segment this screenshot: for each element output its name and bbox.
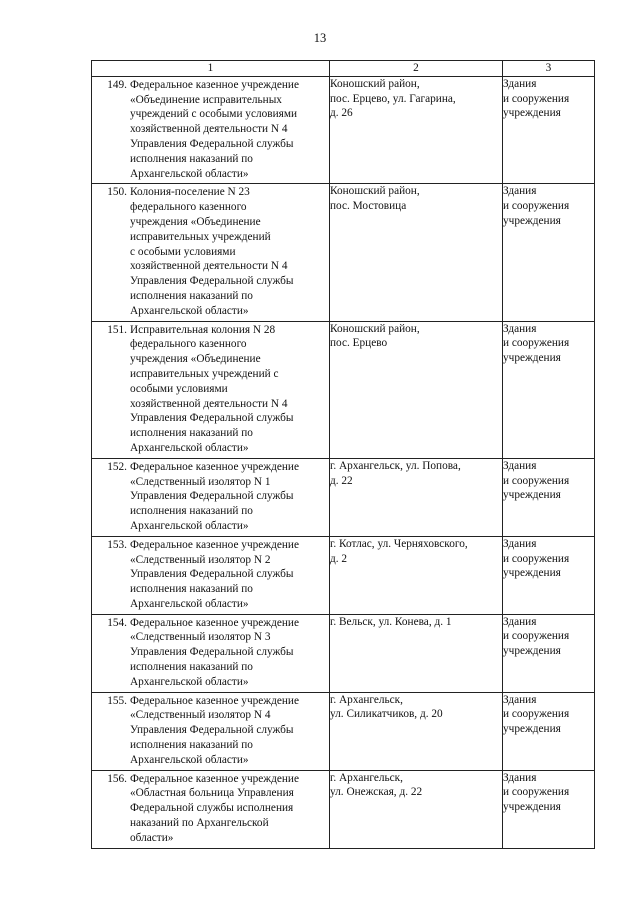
object-type-line: и сооружения: [503, 92, 570, 105]
institution-name: [130, 185, 327, 318]
institution-name-line: Управления Федеральной службы: [130, 646, 294, 659]
institution-name-line: Архангельской области»: [130, 441, 249, 454]
row-number: 156.: [107, 772, 127, 785]
object-type-line: и сооружения: [503, 200, 570, 213]
object-type-line: Здания: [503, 77, 537, 90]
object-type-line: Здания: [503, 771, 537, 784]
address-cell: [330, 770, 503, 848]
object-type-line: Здания: [503, 537, 537, 550]
row-number: 155.: [107, 694, 127, 707]
header-row: [92, 61, 595, 77]
institution-name-line: наказаний по Архангельской: [130, 817, 269, 830]
institution-name-line: с особыми условиями: [130, 245, 236, 258]
address-line: пос. Ерцево, ул. Гагарина,: [330, 92, 456, 105]
institution-name-line: исполнения наказаний по: [130, 583, 253, 596]
institution-name: [130, 616, 327, 690]
address-line: ул. Силикатчиков, д. 20: [330, 708, 443, 721]
institution-name-line: Архангельской области»: [130, 304, 249, 317]
institution-name-line: Управления Федеральной службы: [130, 137, 294, 150]
institution-name-line: «Следственный изолятор N 4: [130, 709, 271, 722]
institution-name: [130, 772, 327, 846]
object-type-line: Здания: [503, 459, 537, 472]
institution-name-line: Архангельской области»: [130, 519, 249, 532]
institution-name-line: учреждения «Объединение: [130, 353, 261, 366]
institution-name-line: Колония-поселение N 23: [130, 186, 250, 199]
institution-name-line: Управления Федеральной службы: [130, 490, 294, 503]
registry-table: [91, 60, 595, 849]
address-line: д. 26: [330, 107, 353, 120]
address-cell: [330, 692, 503, 770]
object-type-line: и сооружения: [503, 708, 570, 721]
object-type-line: Здания: [503, 185, 537, 198]
institution-name-line: учреждения «Объединение: [130, 215, 261, 228]
institution-name-line: Архангельской области»: [130, 167, 249, 180]
table-row: [92, 536, 595, 614]
column-header-2: 2: [330, 61, 503, 77]
row-number: 151.: [107, 323, 127, 336]
institution-name-line: Федеральное казенное учреждение: [130, 694, 299, 707]
address-cell: [330, 614, 503, 692]
institution-name-line: Управления Федеральной службы: [130, 724, 294, 737]
institution-name-line: Федеральной службы исполнения: [130, 802, 294, 815]
institution-name-line: Архангельской области»: [130, 753, 249, 766]
institution-name-line: «Следственный изолятор N 3: [130, 631, 271, 644]
object-type-cell: [503, 184, 595, 321]
institution-name-line: хозяйственной деятельности N 4: [130, 397, 288, 410]
object-type-cell: [503, 692, 595, 770]
column-header-3: 3: [503, 61, 595, 77]
address-cell: [330, 184, 503, 321]
institution-name-line: исполнения наказаний по: [130, 289, 253, 302]
object-type-cell: [503, 770, 595, 848]
institution-name-line: хозяйственной деятельности N 4: [130, 260, 288, 273]
page-number: 13: [313, 31, 327, 45]
institution-name-line: Федеральное казенное учреждение: [130, 772, 299, 785]
object-type-line: Здания: [503, 322, 537, 335]
institution-name-line: Федеральное казенное учреждение: [130, 78, 299, 91]
address-line: пос. Мостовица: [330, 200, 407, 213]
institution-name-line: «Областная больница Управления: [130, 787, 294, 800]
address-line: Коношский район,: [330, 185, 420, 198]
object-type-line: Здания: [503, 615, 537, 628]
institution-name-line: исполнения наказаний по: [130, 739, 253, 752]
object-type-line: учреждения: [503, 567, 561, 580]
address-line: д. 2: [330, 552, 348, 565]
institution-name-line: исполнения наказаний по: [130, 505, 253, 518]
institution-name: [130, 323, 327, 456]
institution-name: [130, 460, 327, 534]
table-row: [92, 76, 595, 184]
institution-name-line: Управления Федеральной службы: [130, 412, 294, 425]
institution-name-line: Архангельской области»: [130, 675, 249, 688]
address-line: ул. Онежская, д. 22: [330, 786, 423, 799]
table-row: [92, 770, 595, 848]
institution-name-line: области»: [130, 831, 174, 844]
object-type-line: учреждения: [503, 645, 561, 658]
object-type-line: и сооружения: [503, 337, 570, 350]
institution-name-line: Управления Федеральной службы: [130, 568, 294, 581]
object-type-cell: [503, 536, 595, 614]
institution-name-line: исправительных учреждений с: [130, 367, 279, 380]
institution-name: [130, 538, 327, 612]
institution-name-line: Исправительная колония N 28: [130, 323, 276, 336]
object-type-line: учреждения: [503, 489, 561, 502]
row-number: 154.: [107, 616, 127, 629]
institution-name-line: «Объединение исправительных: [130, 93, 282, 106]
object-type-line: учреждения: [503, 107, 561, 120]
institution-name-line: Федеральное казенное учреждение: [130, 616, 299, 629]
object-type-line: и сооружения: [503, 474, 570, 487]
institution-cell: [92, 692, 330, 770]
address-line: г. Котлас, ул. Черняховского,: [330, 537, 468, 550]
address-line: г. Архангельск,: [330, 693, 403, 706]
table-row: [92, 614, 595, 692]
table-row: [92, 458, 595, 536]
institution-name-line: исполнения наказаний по: [130, 661, 253, 674]
institution-name-line: Архангельской области»: [130, 597, 249, 610]
row-number: 152.: [107, 460, 127, 473]
institution-name-line: исполнения наказаний по: [130, 152, 253, 165]
object-type-line: учреждения: [503, 801, 561, 814]
table-row: [92, 692, 595, 770]
row-number: 150.: [107, 186, 127, 199]
institution-name-line: «Следственный изолятор N 1: [130, 475, 271, 488]
institution-name: [130, 78, 327, 182]
institution-name-line: учреждений с особыми условиями: [130, 108, 298, 121]
institution-name-line: исправительных учреждений: [130, 230, 271, 243]
institution-cell: [92, 614, 330, 692]
institution-name-line: хозяйственной деятельности N 4: [130, 123, 288, 136]
institution-name-line: федерального казенного: [130, 338, 247, 351]
address-line: Коношский район,: [330, 322, 420, 335]
institution-cell: [92, 458, 330, 536]
address-line: г. Архангельск, ул. Попова,: [330, 459, 461, 472]
address-line: г. Архангельск,: [330, 771, 403, 784]
institution-cell: [92, 536, 330, 614]
table-row: [92, 321, 595, 458]
object-type-cell: [503, 458, 595, 536]
address-cell: [330, 321, 503, 458]
table-row: [92, 184, 595, 321]
institution-cell: [92, 770, 330, 848]
object-type-cell: [503, 614, 595, 692]
object-type-line: учреждения: [503, 214, 561, 227]
object-type-cell: [503, 321, 595, 458]
row-number: 153.: [107, 538, 127, 551]
institution-name-line: «Следственный изолятор N 2: [130, 553, 271, 566]
institution-name-line: Управления Федеральной службы: [130, 275, 294, 288]
institution-name-line: Федеральное казенное учреждение: [130, 538, 299, 551]
column-header-1: 1: [92, 61, 330, 77]
object-type-cell: [503, 76, 595, 184]
institution-name-line: Федеральное казенное учреждение: [130, 460, 299, 473]
object-type-line: и сооружения: [503, 786, 570, 799]
address-cell: [330, 536, 503, 614]
institution-name-line: федерального казенного: [130, 201, 247, 214]
address-line: пос. Ерцево: [330, 337, 388, 350]
institution-cell: [92, 184, 330, 321]
institution-name-line: особыми условиями: [130, 382, 228, 395]
object-type-line: и сооружения: [503, 630, 570, 643]
institution-name-line: исполнения наказаний по: [130, 427, 253, 440]
object-type-line: учреждения: [503, 352, 561, 365]
object-type-line: Здания: [503, 693, 537, 706]
address-line: г. Вельск, ул. Конева, д. 1: [330, 615, 452, 628]
address-line: д. 22: [330, 474, 353, 487]
address-cell: [330, 458, 503, 536]
object-type-line: учреждения: [503, 723, 561, 736]
institution-cell: [92, 76, 330, 184]
address-cell: [330, 76, 503, 184]
institution-cell: [92, 321, 330, 458]
institution-name: [130, 694, 327, 768]
row-number: 149.: [107, 78, 127, 91]
address-line: Коношский район,: [330, 77, 420, 90]
object-type-line: и сооружения: [503, 552, 570, 565]
